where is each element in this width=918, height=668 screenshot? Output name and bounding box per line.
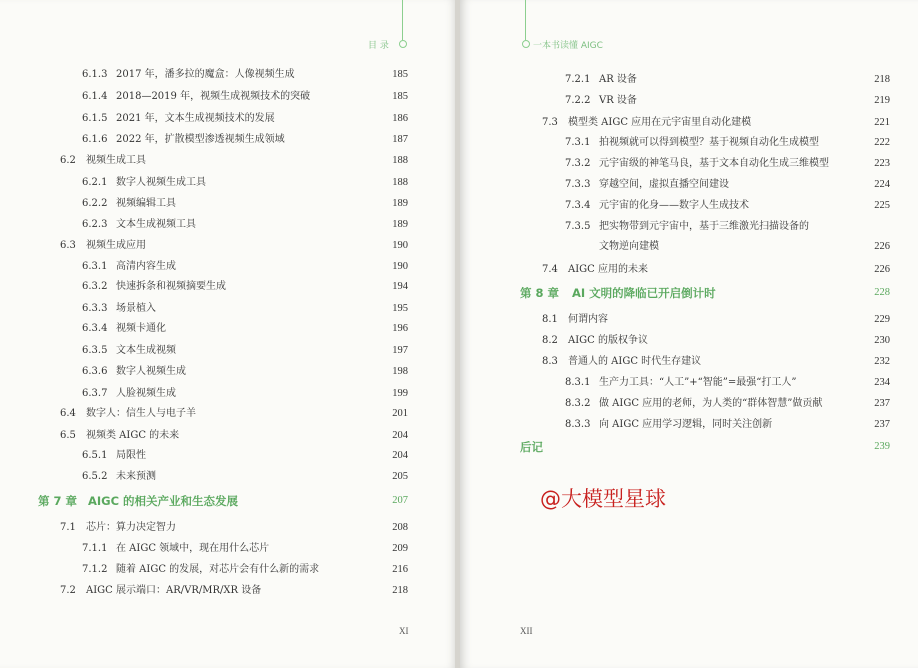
- entry-number: 6.2.1: [82, 177, 108, 188]
- entry-title: 普通人的 AIGC 时代生存建议: [568, 356, 702, 367]
- entry-page: 201: [392, 408, 408, 419]
- entry-title: 文物逆向建模: [599, 241, 659, 252]
- entry-number: 6.2: [60, 155, 76, 166]
- entry-page: 232: [874, 356, 890, 367]
- entry-number: 7.2.1: [565, 74, 591, 85]
- entry-title: AI 文明的降临已开启倒计时: [572, 286, 716, 300]
- entry-title: 元宇宙的化身——数字人生成技术: [599, 200, 749, 211]
- entry-title: 场景植入: [116, 303, 156, 314]
- entry-number: 6.3.7: [82, 388, 108, 399]
- entry-title: AIGC 的相关产业和生态发展: [88, 494, 239, 508]
- entry-page: 186: [392, 113, 408, 124]
- entry-title: 元宇宙级的神笔马良，基于文本自动化生成三维模型: [599, 158, 829, 169]
- entry-number: 7.2: [60, 585, 76, 596]
- entry-page: 218: [874, 74, 890, 85]
- entry-page: 207: [392, 495, 408, 506]
- entry-number: 6.3.2: [82, 281, 108, 292]
- entry-title: AIGC 应用的未来: [568, 264, 648, 275]
- entry-number: 6.2.2: [82, 198, 108, 209]
- entry-title: 视频生成应用: [86, 240, 146, 251]
- entry-number: 6.1.3: [82, 69, 108, 80]
- entry-number: 6.1.4: [82, 91, 108, 102]
- entry-page: 216: [392, 564, 408, 575]
- entry-page: 218: [392, 585, 408, 596]
- entry-title: 数字人视频生成工具: [116, 177, 206, 188]
- entry-title: 人脸视频生成: [116, 388, 176, 399]
- running-head: 目 录: [368, 41, 389, 51]
- entry-title: AIGC 展示端口：AR/VR/MR/XR 设备: [86, 585, 262, 596]
- entry-number: 7.2.2: [565, 95, 591, 106]
- entry-title: 2021 年，文本生成视频技术的发展: [116, 113, 275, 124]
- entry-title: AIGC 的版权争议: [568, 335, 648, 346]
- entry-page: 188: [392, 177, 408, 188]
- entry-page: 194: [392, 281, 408, 292]
- entry-page: 229: [874, 314, 890, 325]
- entry-number: 6.3.3: [82, 303, 108, 314]
- entry-title: 数字人：信生人与电子羊: [86, 408, 196, 419]
- entry-number: 8.3.2: [565, 398, 591, 409]
- running-head: 一本书读懂 AIGC: [533, 41, 603, 51]
- entry-title: 2018—2019 年，视频生成视频技术的突破: [116, 91, 311, 102]
- entry-page: 239: [874, 441, 890, 452]
- entry-page: 221: [874, 117, 890, 128]
- entry-number: 6.3.4: [82, 323, 108, 334]
- left-page: [0, 0, 455, 668]
- entry-number: 8.1: [542, 314, 558, 325]
- entry-page: 189: [392, 198, 408, 209]
- entry-title: 视频类 AIGC 的未来: [86, 430, 180, 441]
- entry-number: 6.1.6: [82, 134, 108, 145]
- entry-page: 219: [874, 95, 890, 106]
- entry-page: 226: [874, 241, 890, 252]
- entry-number: 6.5: [60, 430, 76, 441]
- entry-title: 文本生成视频: [116, 345, 176, 356]
- entry-page: 209: [392, 543, 408, 554]
- entry-page: 189: [392, 219, 408, 230]
- entry-title: 未来预测: [116, 471, 156, 482]
- header-dot: [522, 40, 530, 48]
- entry-number: 6.5.2: [82, 471, 108, 482]
- entry-title: 模型类 AIGC 应用在元宇宙里自动化建模: [568, 117, 752, 128]
- entry-title: 文本生成视频工具: [116, 219, 196, 230]
- entry-number: 7.1: [60, 522, 76, 533]
- header-rule: [525, 0, 526, 40]
- entry-number: 6.3: [60, 240, 76, 251]
- entry-number: 7.3.1: [565, 137, 591, 148]
- entry-title: 高清内容生成: [116, 261, 176, 272]
- entry-page: 204: [392, 430, 408, 441]
- entry-number: 7.1.1: [82, 543, 108, 554]
- entry-page: 225: [874, 200, 890, 211]
- entry-page: 197: [392, 345, 408, 356]
- entry-page: 224: [874, 179, 890, 190]
- entry-page: 208: [392, 522, 408, 533]
- entry-page: 222: [874, 137, 890, 148]
- entry-number: 6.3.6: [82, 366, 108, 377]
- entry-number: 7.4: [542, 264, 558, 275]
- entry-title: 随着 AIGC 的发展，对芯片会有什么新的需求: [116, 564, 320, 575]
- entry-number: 8.3.3: [565, 419, 591, 430]
- entry-page: 196: [392, 323, 408, 334]
- entry-number: 8.2: [542, 335, 558, 346]
- entry-number: 第 7 章: [38, 494, 78, 508]
- entry-title: 2017 年，潘多拉的魔盒：人像视频生成: [116, 69, 295, 80]
- entry-page: 188: [392, 155, 408, 166]
- entry-title: 快速拆条和视频摘要生成: [116, 281, 226, 292]
- entry-page: 234: [874, 377, 890, 388]
- entry-number: 7.3.5: [565, 221, 591, 232]
- entry-page: 230: [874, 335, 890, 346]
- entry-title: 在 AIGC 领域中，现在用什么芯片: [116, 543, 270, 554]
- entry-title: 拍视频就可以得到模型？基于视频自动化生成模型: [599, 137, 819, 148]
- entry-page: 226: [874, 264, 890, 275]
- entry-title: 视频卡通化: [116, 323, 166, 334]
- entry-number: 6.3.5: [82, 345, 108, 356]
- page-number: XII: [520, 626, 533, 636]
- entry-title: AR 设备: [599, 74, 637, 85]
- entry-title: 芯片：算力决定智力: [86, 522, 176, 533]
- header-rule: [402, 0, 403, 40]
- entry-title: 视频编辑工具: [116, 198, 176, 209]
- entry-title: 把实物带到元宇宙中，基于三维激光扫描设备的: [599, 221, 809, 232]
- entry-number: 6.3.1: [82, 261, 108, 272]
- entry-page: 190: [392, 240, 408, 251]
- entry-title: 2022 年，扩散模型渗透视频生成领域: [116, 134, 285, 145]
- entry-number: 8.3.1: [565, 377, 591, 388]
- entry-number: 6.1.5: [82, 113, 108, 124]
- entry-page: 198: [392, 366, 408, 377]
- entry-page: 190: [392, 261, 408, 272]
- entry-page: 237: [874, 398, 890, 409]
- entry-number: 8.3: [542, 356, 558, 367]
- entry-number: 7.3: [542, 117, 558, 128]
- header-dot: [399, 40, 407, 48]
- entry-page: 185: [392, 69, 408, 80]
- entry-page: 204: [392, 450, 408, 461]
- entry-number: 6.5.1: [82, 450, 108, 461]
- entry-page: 195: [392, 303, 408, 314]
- entry-number: 7.1.2: [82, 564, 108, 575]
- entry-number: 第 8 章: [520, 286, 560, 300]
- entry-title: 局限性: [116, 450, 146, 461]
- entry-title: 数字人视频生成: [116, 366, 186, 377]
- entry-number: 6.2.3: [82, 219, 108, 230]
- entry-title: 向 AIGC 应用学习逻辑，同时关注创新: [599, 419, 773, 430]
- entry-page: 237: [874, 419, 890, 430]
- watermark-text: @大模型星球: [540, 487, 666, 511]
- entry-title: 何谓内容: [568, 314, 608, 325]
- entry-title: 做 AIGC 应用的老师，为人类的“群体智慧”做贡献: [599, 398, 823, 409]
- entry-number: 后记: [520, 440, 543, 454]
- page-number: XI: [399, 626, 409, 636]
- entry-page: 228: [874, 287, 890, 298]
- entry-title: 视频生成工具: [86, 155, 146, 166]
- entry-page: 185: [392, 91, 408, 102]
- entry-number: 6.4: [60, 408, 76, 419]
- entry-page: 199: [392, 388, 408, 399]
- entry-title: VR 设备: [599, 95, 637, 106]
- entry-page: 187: [392, 134, 408, 145]
- entry-number: 7.3.4: [565, 200, 591, 211]
- entry-number: 7.3.2: [565, 158, 591, 169]
- entry-page: 223: [874, 158, 890, 169]
- entry-number: 7.3.3: [565, 179, 591, 190]
- entry-page: 205: [392, 471, 408, 482]
- entry-title: 穿越空间，虚拟直播空间建设: [599, 179, 729, 190]
- right-page: [460, 0, 918, 668]
- entry-title: 生产力工具：“人工”+“智能”=最强“打工人”: [599, 377, 797, 388]
